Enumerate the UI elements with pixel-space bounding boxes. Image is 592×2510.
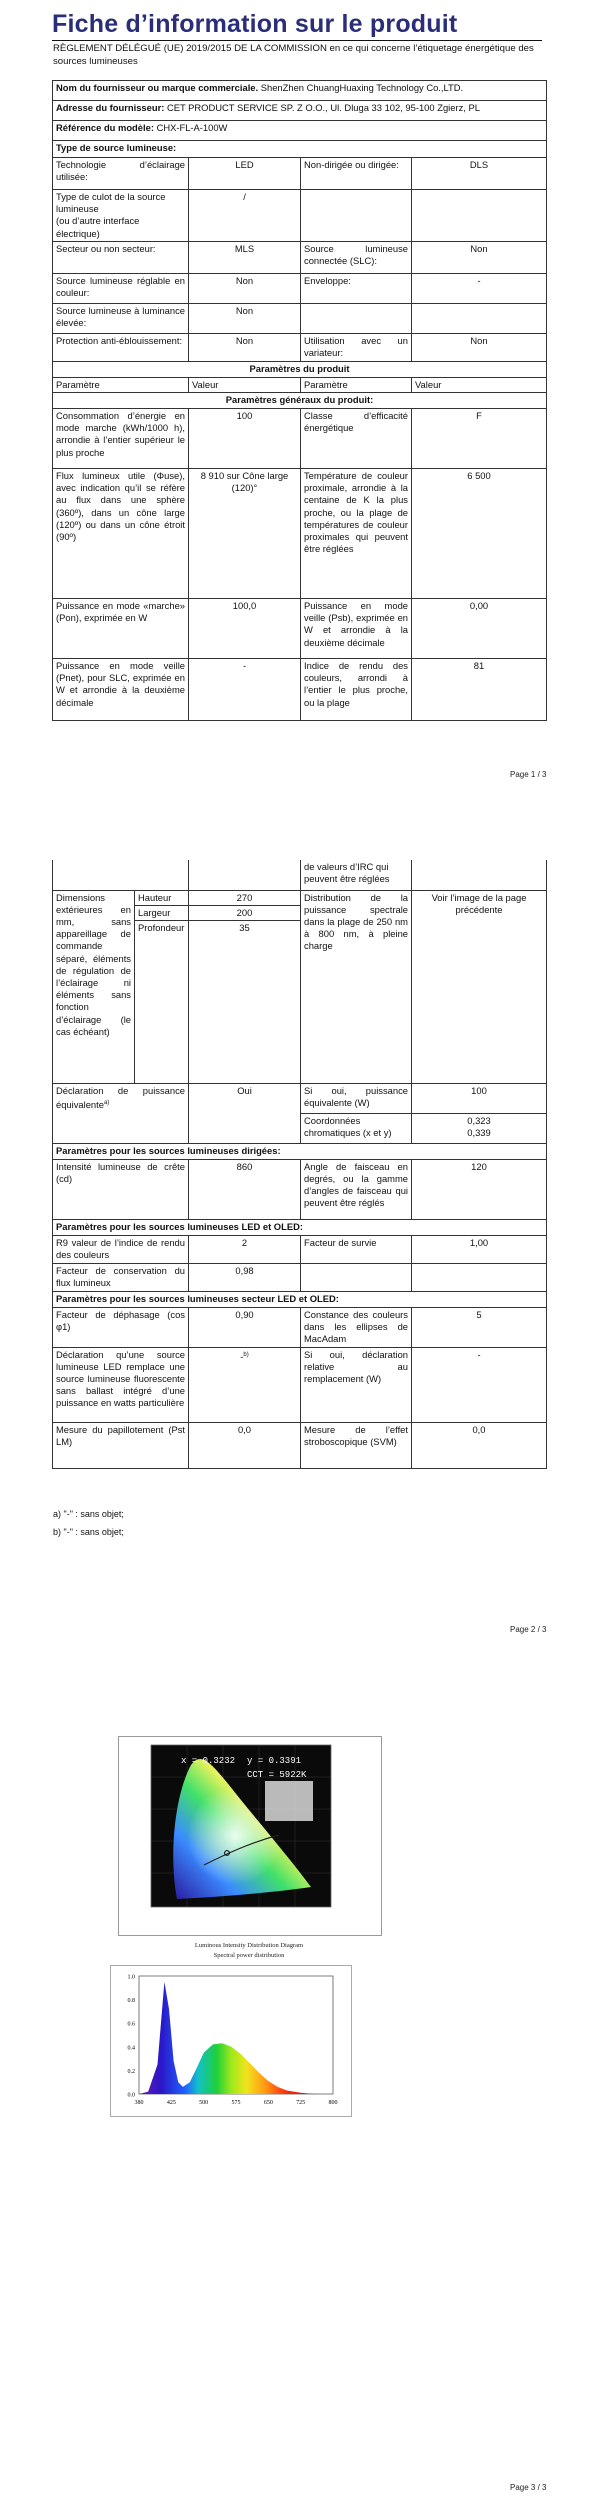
supplier-address-label: Adresse du fournisseur: <box>56 102 165 113</box>
param-label: Si oui, déclaration relative au remplacement (W) <box>301 1347 412 1422</box>
type-section-heading: Type de source lumineuse: <box>53 141 547 158</box>
param-label: Angle de faisceau en degrés, ou la gamme d’angles de faisceau qui peuvent être réglés <box>301 1159 412 1219</box>
type-label: Source lumineuse connectée (SLC): <box>301 241 412 273</box>
type-label: Non-dirigée ou dirigée: <box>301 158 412 190</box>
param-label: Facteur de survie <box>301 1235 412 1263</box>
param-label: Déclaration qu’une source lumineuse LED remplace une source lumineuse fluorescente sans ballast intégré d’une puissance en watts particulière <box>53 1347 189 1422</box>
type-row <box>53 273 547 303</box>
width-label: Largeur <box>135 905 189 920</box>
cie-diagram-caption: Luminous Intensity Distribution Diagram <box>194 1942 304 1949</box>
cie-diagram-image <box>118 1736 382 1936</box>
type-value: Non <box>412 333 547 361</box>
supplier-name-label: Nom du fournisseur ou marque commerciale. <box>56 82 259 93</box>
x-tick-label: 575 <box>231 2100 241 2106</box>
y-tick-label: 0.2 <box>127 2068 135 2075</box>
x-tick-label: 650 <box>263 2100 273 2106</box>
type-label: Technologie d’éclairage utilisée: <box>53 158 189 190</box>
param-value: 81 <box>412 659 547 721</box>
chromaticity-y: 0,339 <box>467 1126 491 1138</box>
model-row <box>53 121 547 141</box>
param-value: 0,00 <box>412 599 547 659</box>
param-label: R9 valeur de l’indice de rendu des couleurs <box>53 1235 189 1263</box>
type-label: Source lumineuse réglable en couleur: <box>53 273 189 303</box>
chromaticity-x: 0,323 <box>467 1114 491 1126</box>
param-value: 0,90 <box>189 1307 301 1347</box>
param-value: 0,0 <box>189 1422 301 1468</box>
param-label: Flux lumineux utile (Φuse), avec indication qu’il se réfère au flux dans une sphère (360º), dans un cône large (120º) ou dans un cône étroit (90º) <box>53 469 189 599</box>
param-row <box>53 469 547 599</box>
param-value: 6 500 <box>412 469 547 599</box>
param-label <box>301 1263 412 1291</box>
equivalent-power-label-text: Déclaration de puissance équivalente <box>56 1084 185 1110</box>
on-mode-power-label: Puissance en mode «marche» (Pon), exprimée en W <box>56 600 185 624</box>
type-label: Source lumineuse à luminance élevée: <box>53 303 189 333</box>
type-row <box>53 241 547 273</box>
y-tick-label: 0.4 <box>127 2045 135 2052</box>
param-label: Constance des couleurs dans les ellipses de MacAdam <box>301 1307 412 1347</box>
column-header-value: Valeur <box>189 377 301 392</box>
directed-heading: Paramètres pour les sources lumineuses dirigées: <box>53 1143 547 1159</box>
type-value <box>412 190 547 242</box>
param-row <box>53 409 547 469</box>
type-label: Enveloppe: <box>301 273 412 303</box>
replacement-value: - <box>240 1350 244 1362</box>
type-value: / <box>189 190 301 242</box>
spd-chart-svg <box>111 1966 351 2116</box>
type-row <box>53 190 547 242</box>
param-row <box>53 1422 547 1468</box>
param-row <box>53 1235 547 1263</box>
param-value <box>412 1263 547 1291</box>
type-row <box>53 158 547 190</box>
param-value: - <box>189 659 301 721</box>
footnote-a: a) "-" : sans objet; <box>53 1509 124 1519</box>
param-label: Classe d’efficacité énergétique <box>301 409 412 469</box>
chromaticity-value <box>412 1113 547 1143</box>
param-value: 120 <box>412 1159 547 1219</box>
type-value: - <box>412 273 547 303</box>
spd-chart-title: Spectral power distribution <box>213 1952 285 1959</box>
y-tick-label: 1.0 <box>127 1974 135 1981</box>
equivalent-watts-value: 100 <box>412 1083 547 1113</box>
cie-x-readout: x = 0.3232 <box>181 1756 236 1766</box>
x-tick-label: 425 <box>166 2100 176 2106</box>
equivalent-watts-label: Si oui, puissance équivalente (W) <box>301 1083 412 1113</box>
y-tick-label: 0.8 <box>127 1998 135 2005</box>
height-value: 270 <box>189 890 301 905</box>
depth-label: Profondeur <box>135 921 189 1083</box>
led-heading: Paramètres pour les sources lumineuses LED et OLED: <box>53 1219 547 1235</box>
type-label <box>301 190 412 242</box>
chromaticity-label: Coordonnées chromatiques (x et y) <box>301 1113 412 1143</box>
page-number: Page 3 / 3 <box>510 2483 547 2492</box>
param-row <box>53 1159 547 1219</box>
cie-cct-readout: CCT = 5922K <box>247 1770 307 1780</box>
supplier-name-value: ShenZhen ChuangHuaxing Technology Co.,LTD. <box>260 82 464 93</box>
param-value: 1,00 <box>412 1235 547 1263</box>
param-label: Température de couleur proximale, arrondie à la centaine de K la plus proche, ou la plage de températures de couleur proximales qui peuvent être réglées <box>301 469 412 599</box>
page-number: Page 2 / 3 <box>510 1625 547 1634</box>
param-value: 100,0 <box>189 599 301 659</box>
param-row <box>53 1263 547 1291</box>
general-params-heading: Paramètres généraux du produit: <box>53 393 547 409</box>
spd-chart <box>110 1965 352 2117</box>
equivalent-power-label <box>53 1083 189 1143</box>
param-row <box>53 659 547 721</box>
param-label <box>53 599 189 659</box>
type-value: Non <box>189 273 301 303</box>
param-value: 0,98 <box>189 1263 301 1291</box>
type-row <box>53 303 547 333</box>
equivalent-power-value: Oui <box>189 1083 301 1143</box>
cie-diagram-svg <box>119 1737 381 1935</box>
param-row-continued <box>53 860 547 890</box>
model-value: CHX-FL-A-100W <box>156 122 228 133</box>
column-header-value: Valeur <box>412 377 547 392</box>
param-value: 100 <box>189 409 301 469</box>
param-label: Indice de rendu des couleurs, arrondi à l’entier le plus proche, ou la plage <box>301 659 412 721</box>
column-header-param: Paramètre <box>301 377 412 392</box>
param-label: Facteur de déphasage (cos φ1) <box>53 1307 189 1347</box>
params-column-headers <box>53 377 547 392</box>
param-label: Puissance en mode veille (Psb), exprimée en W et arrondie à la deuxième décimale <box>301 599 412 659</box>
param-label: Facteur de conservation du flux lumineux <box>53 1263 189 1291</box>
height-label: Hauteur <box>135 890 189 905</box>
param-value: F <box>412 409 547 469</box>
x-tick-label: 800 <box>328 2100 338 2106</box>
type-value: DLS <box>412 158 547 190</box>
page-number: Page 1 / 3 <box>510 770 547 779</box>
param-label-continued: de valeurs d’IRC qui peuvent être réglées <box>301 860 412 890</box>
regulation-text: RÈGLEMENT DÉLÉGUÉ (UE) 2019/2015 DE LA COMMISSION en ce qui concerne l’étiquetage énergétique des sources lumineuses <box>53 43 534 67</box>
spd-area <box>139 1982 324 2094</box>
page-3 <box>0 1700 592 2510</box>
equivalent-power-row <box>53 1083 547 1113</box>
type-label: Protection anti-éblouissement: <box>53 333 189 361</box>
y-tick-label: 0.0 <box>127 2092 135 2099</box>
type-label: Type de culot de la source lumineuse (ou d’autre interface électrique) <box>53 190 189 242</box>
spectral-distribution-label: Distribution de la puissance spectrale dans la plage de 250 nm à 800 nm, à pleine charge <box>301 890 412 1083</box>
param-row <box>53 599 547 659</box>
cie-y-readout: y = 0.3391 <box>247 1756 302 1766</box>
param-row <box>53 1307 547 1347</box>
supplier-address-value: CET PRODUCT SERVICE SP. Z O.O., Ul. Dluga 33 102, 95-100 Zgierz, PL <box>166 102 480 113</box>
param-value: 5 <box>412 1307 547 1347</box>
product-table-page2 <box>52 860 547 1469</box>
mains-heading: Paramètres pour les sources lumineuses secteur LED et OLED: <box>53 1291 547 1307</box>
type-row <box>53 333 547 361</box>
param-value: 860 <box>189 1159 301 1219</box>
dimensions-label: Dimensions extérieures en mm, sans appareillage de commande séparé, éléments de régulation de l’éclairage ni éléments sans fonction d’éclairage (le cas échéant) <box>53 890 135 1083</box>
param-row <box>53 1347 547 1422</box>
document-title: Fiche d’information sur le produit <box>52 10 542 41</box>
param-label: Puissance en mode veille (Pnet), pour SLC, exprimée en W et arrondie à la deuxième décimale <box>53 659 189 721</box>
dimensions-row <box>53 890 547 905</box>
param-label: Consommation d’énergie en mode marche (kWh/1000 h), arrondie à l’entier supérieur le plus proche <box>53 409 189 469</box>
footnote-marker-b: b) <box>243 1351 249 1358</box>
spectral-distribution-value: Voir l’image de la page précédente <box>412 890 547 1083</box>
param-value: 2 <box>189 1235 301 1263</box>
supplier-address-row <box>53 101 547 121</box>
param-label: Mesure du papillotement (Pst LM) <box>53 1422 189 1468</box>
x-tick-label: 380 <box>134 2100 144 2106</box>
param-value <box>189 1347 301 1422</box>
x-tick-label: 500 <box>199 2100 209 2106</box>
page-1 <box>0 0 592 800</box>
type-label: Secteur ou non secteur: <box>53 241 189 273</box>
x-tick-label: 725 <box>296 2100 306 2106</box>
type-label <box>301 303 412 333</box>
model-label: Référence du modèle: <box>56 122 154 133</box>
width-value: 200 <box>189 905 301 920</box>
param-value: 8 910 sur Cône large (120)° <box>189 469 301 599</box>
supplier-name-row <box>53 81 547 101</box>
depth-value: 35 <box>189 921 301 1083</box>
param-label: Intensité lumineuse de crête (cd) <box>53 1159 189 1219</box>
type-value: MLS <box>189 241 301 273</box>
type-value: Non <box>412 241 547 273</box>
param-value: - <box>412 1347 547 1422</box>
y-tick-label: 0.6 <box>127 2021 135 2028</box>
footnote-marker-a: a) <box>103 1099 110 1106</box>
product-table-page1 <box>52 80 547 721</box>
type-label: Utilisation avec un variateur: <box>301 333 412 361</box>
param-label: Mesure de l’effet stroboscopique (SVM) <box>301 1422 412 1468</box>
type-value: Non <box>189 333 301 361</box>
type-value <box>412 303 547 333</box>
param-value: 0,0 <box>412 1422 547 1468</box>
column-header-param: Paramètre <box>53 377 189 392</box>
params-heading: Paramètres du produit <box>53 361 547 377</box>
type-value: LED <box>189 158 301 190</box>
footnote-b: b) "-" : sans objet; <box>53 1527 124 1537</box>
inset-box <box>265 1781 313 1821</box>
page-2 <box>0 860 592 1660</box>
type-value: Non <box>189 303 301 333</box>
